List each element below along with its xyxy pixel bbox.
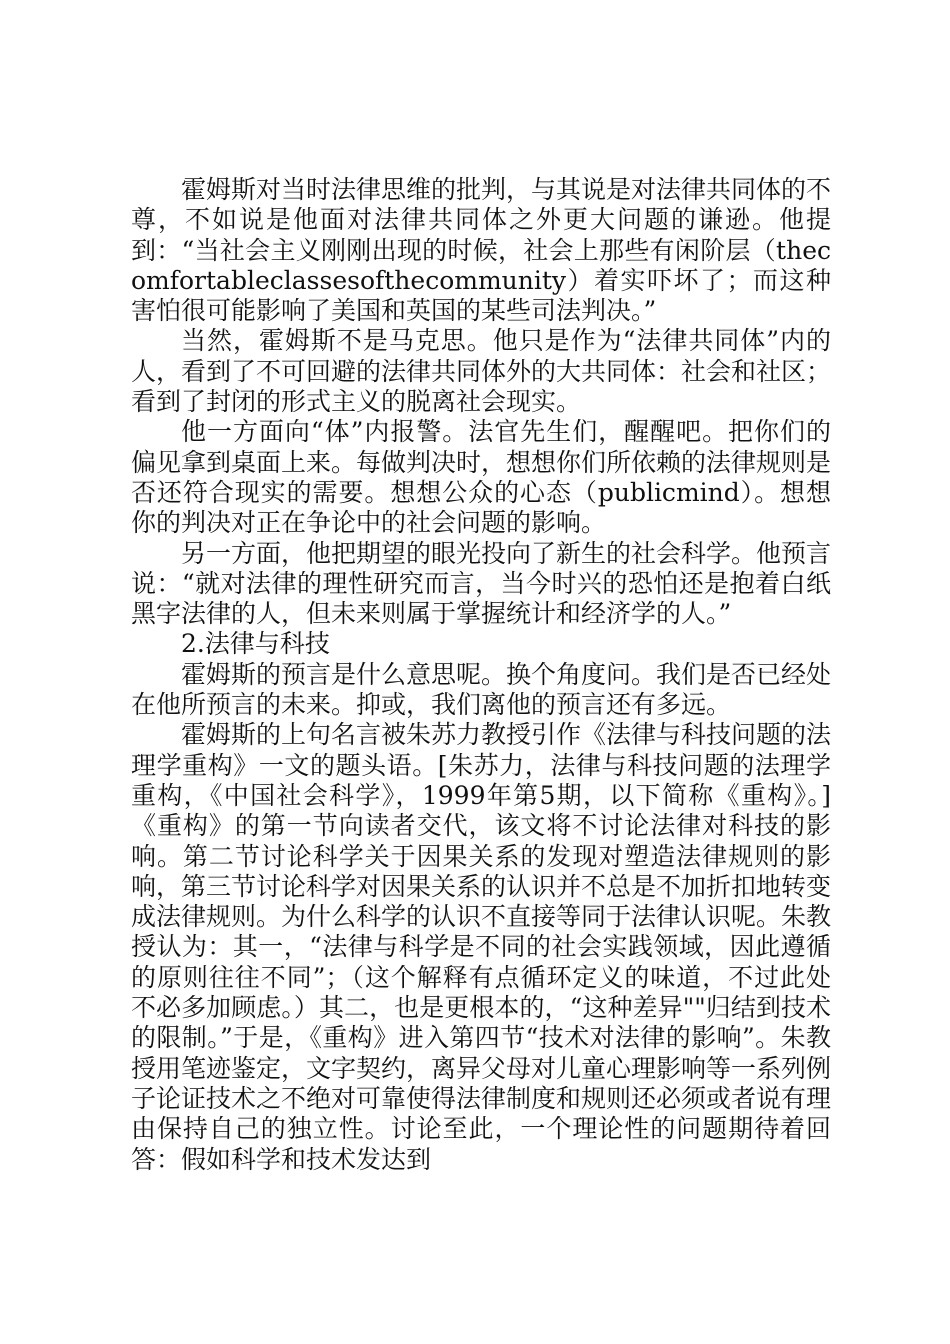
paragraph-6: 霍姆斯的上句名言被朱苏力教授引作《法律与科技问题的法理学重构》一文的题头语。[朱苏力，法律与科技问题的法理学重构，《中国社会科学》，1999年第5期，以下简称《重构》。]《重构》的第一节向读者交代，该文将不讨论法律对科技的影响。第二节讨论科学关于因果关系的发现对塑造法律规则的影响，第三节讨论科学对因果关系的认识并不总是不加折扣地转变成法律规则。为什么科学的认识不直接等同于法律认识呢。朱教授认为：其一，“法律与科学是不同的社会实践领域，因此遵循的原则往往不同”；（这个解释有点循环定义的味道，不过此处不必多加顾虑。）其二，也是更根本的，“这种差异""归结到技术的限制。”于是，《重构》进入第四节“技术对法律的影响”。朱教授用笔迹鉴定，文字契约，离异父母对儿童心理影响等一系列例子论证技术之不绝对可靠使得法律制度和规则还必须或者说有理由保持自己的独立性。讨论至此，一个理论性的问题期待着回答：假如科学和技术发达到: [131, 720, 832, 1174]
section-heading: 2.法律与科技: [181, 629, 330, 659]
paragraph-1: 霍姆斯对当时法律思维的批判，与其说是对法律共同体的不尊，不如说是他面对法律共同体之外更大问题的谦逊。他提到：“当社会主义刚刚出现的时候，社会上那些有闲阶层（thecomfortableclassesofthecommunity）着实吓坏了；而这种害怕很可能影响了美国和英国的某些司法判决。”: [131, 175, 832, 326]
paragraph-3: 他一方面向“体”内报警。法官先生们，醒醒吧。把你们的偏见拿到桌面上来。每做判决时，想想你们所依赖的法律规则是否还符合现实的需要。想想公众的心态（publicmind）。想想你的判决对正在争论中的社会问题的影响。: [131, 417, 832, 538]
paragraph-5: 霍姆斯的预言是什么意思呢。换个角度问。我们是否已经处在他所预言的未来。抑或，我们离他的预言还有多远。: [131, 659, 832, 720]
paragraph-4: 另一方面，他把期望的眼光投向了新生的社会科学。他预言说：“就对法律的理性研究而言，当今时兴的恐怕还是抱着白纸黑字法律的人，但未来则属于掌握统计和经济学的人。”: [131, 538, 832, 629]
paragraph-2: 当然，霍姆斯不是马克思。他只是作为“法律共同体”内的人，看到了不可回避的法律共同体外的大共同体：社会和社区；看到了封闭的形式主义的脱离社会现实。: [131, 326, 832, 417]
document-page: [131, 175, 831, 1175]
